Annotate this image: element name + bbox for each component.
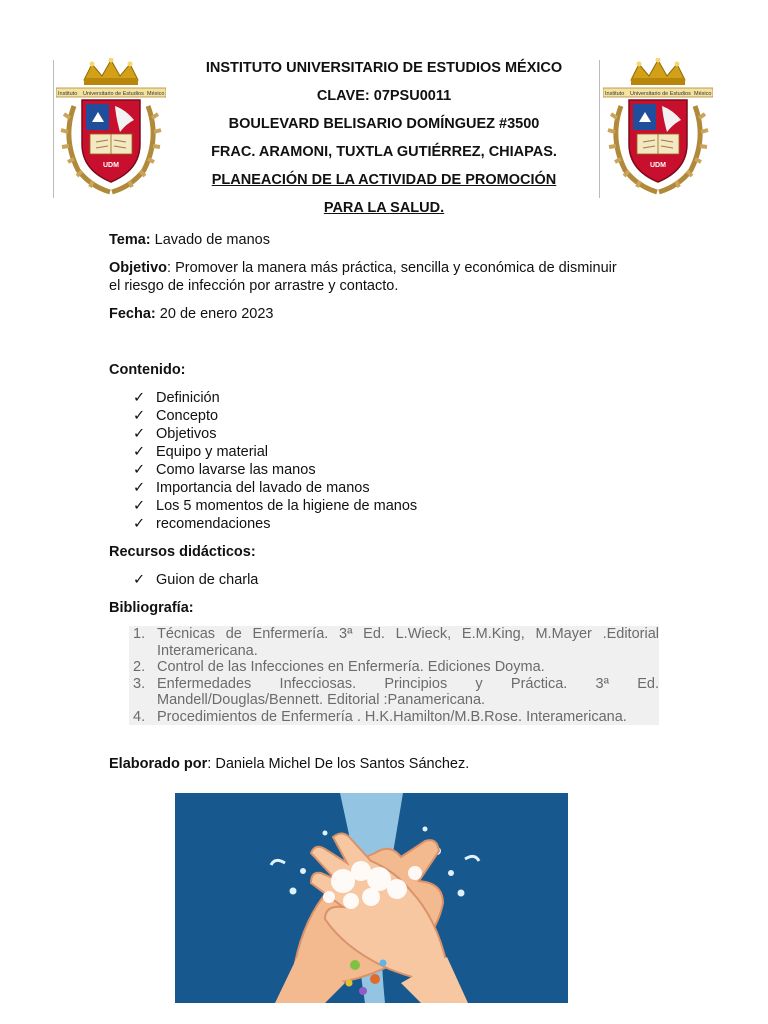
- check-icon: ✓: [133, 426, 146, 442]
- contenido-title: Contenido:: [109, 362, 186, 378]
- list-item: ✓ recomendaciones: [133, 516, 271, 532]
- logo-banner-left: Instituto: [58, 91, 78, 97]
- objetivo-value-line2: el riesgo de infección por arrastre y contacto.: [109, 278, 399, 294]
- institution-name: INSTITUTO UNIVERSITARIO DE ESTUDIOS MÉXICO: [205, 60, 563, 76]
- bibliografia-title: Bibliografía:: [109, 600, 194, 616]
- list-item: ✓ Guion de charla: [133, 572, 259, 588]
- list-item: ✓ Concepto: [133, 408, 219, 424]
- check-icon: ✓: [133, 462, 146, 478]
- bibliografia-list: [129, 626, 659, 725]
- elaborado-value: : Daniela Michel De los Santos Sánchez.: [207, 756, 470, 772]
- fecha-value: 20 de enero 2023: [159, 306, 274, 322]
- document-header: [168, 58, 600, 226]
- left-divider: [53, 60, 54, 198]
- university-logo-right: [603, 58, 713, 198]
- check-icon: ✓: [133, 390, 146, 406]
- logo-banner-right: México: [694, 91, 712, 97]
- check-icon: ✓: [133, 516, 146, 532]
- logo-banner-right: México: [147, 91, 165, 97]
- handwashing-illustration: [175, 793, 568, 1003]
- recursos-title: Recursos didácticos:: [109, 544, 256, 560]
- document-title-line1: PLANEACIÓN DE LA ACTIVIDAD DE PROMOCIÓN: [211, 172, 557, 188]
- check-icon: ✓: [133, 444, 146, 460]
- list-item: ✓ Definición: [133, 390, 220, 406]
- objetivo-value-line1: : Promover la manera más práctica, sencilla y económica de disminuir: [167, 260, 617, 276]
- bibliography-entry: 1. Técnicas de Enfermería. 3ª Ed. L.Wieck, E.M.King, M.Mayer .Editorial Interamericana.: [133, 626, 659, 659]
- tema-line: [109, 231, 669, 249]
- objetivo-label: Objetivo: [109, 260, 168, 276]
- recursos-list: [109, 571, 669, 589]
- recursos-list-wrapper: [109, 571, 669, 589]
- list-item: ✓ Los 5 momentos de la higiene de manos: [133, 498, 418, 514]
- contenido-list-wrapper: [109, 389, 669, 533]
- bibliography-entry: 4. Procedimientos de Enfermería . H.K.Hamilton/M.B.Rose. Interamericana.: [133, 708, 627, 725]
- list-item: ✓ Importancia del lavado de manos: [133, 480, 370, 496]
- check-icon: ✓: [133, 480, 146, 496]
- institution-address: BOULEVARD BELISARIO DOMÍNGUEZ #3500: [228, 116, 540, 132]
- elaborado-label: Elaborado por: [109, 756, 208, 772]
- fecha-label: Fecha:: [109, 306, 156, 322]
- tema-label: Tema:: [109, 232, 151, 248]
- list-item: ✓ Objetivos: [133, 426, 217, 442]
- objetivo-block: [109, 259, 669, 295]
- logo-shield-text: UDM: [103, 162, 119, 169]
- university-logo-left: [56, 58, 166, 198]
- list-item: ✓ Equipo y material: [133, 444, 269, 460]
- document-title-line2: PARA LA SALUD.: [323, 200, 445, 216]
- bibliography-entry: 2. Control de las Infecciones en Enfermería. Ediciones Doyma.: [133, 659, 545, 675]
- contenido-list: [109, 389, 669, 533]
- fecha-line: [109, 305, 669, 323]
- elaborado-line: [109, 755, 669, 773]
- institution-city: FRAC. ARAMONI, TUXTLA GUTIÉRREZ, CHIAPAS.: [211, 144, 557, 160]
- check-icon: ✓: [133, 408, 146, 424]
- logo-banner-center: Universitario de Estudios: [83, 91, 144, 97]
- logo-banner-center: Universitario de Estudios: [630, 91, 691, 97]
- institution-code: CLAVE: 07PSU0011: [316, 88, 452, 104]
- logo-shield-text: UDM: [650, 162, 666, 169]
- check-icon: ✓: [133, 498, 146, 514]
- logo-banner-left: Instituto: [605, 91, 625, 97]
- bibliography-entry: 3. Enfermedades Infecciosas. Principios y Práctica. 3ª Ed. Mandell/Douglas/Bennett. Editorial :Panamericana.: [133, 675, 659, 708]
- check-icon: ✓: [133, 572, 146, 588]
- list-item: ✓ Como lavarse las manos: [133, 462, 316, 478]
- tema-value: Lavado de manos: [154, 232, 270, 248]
